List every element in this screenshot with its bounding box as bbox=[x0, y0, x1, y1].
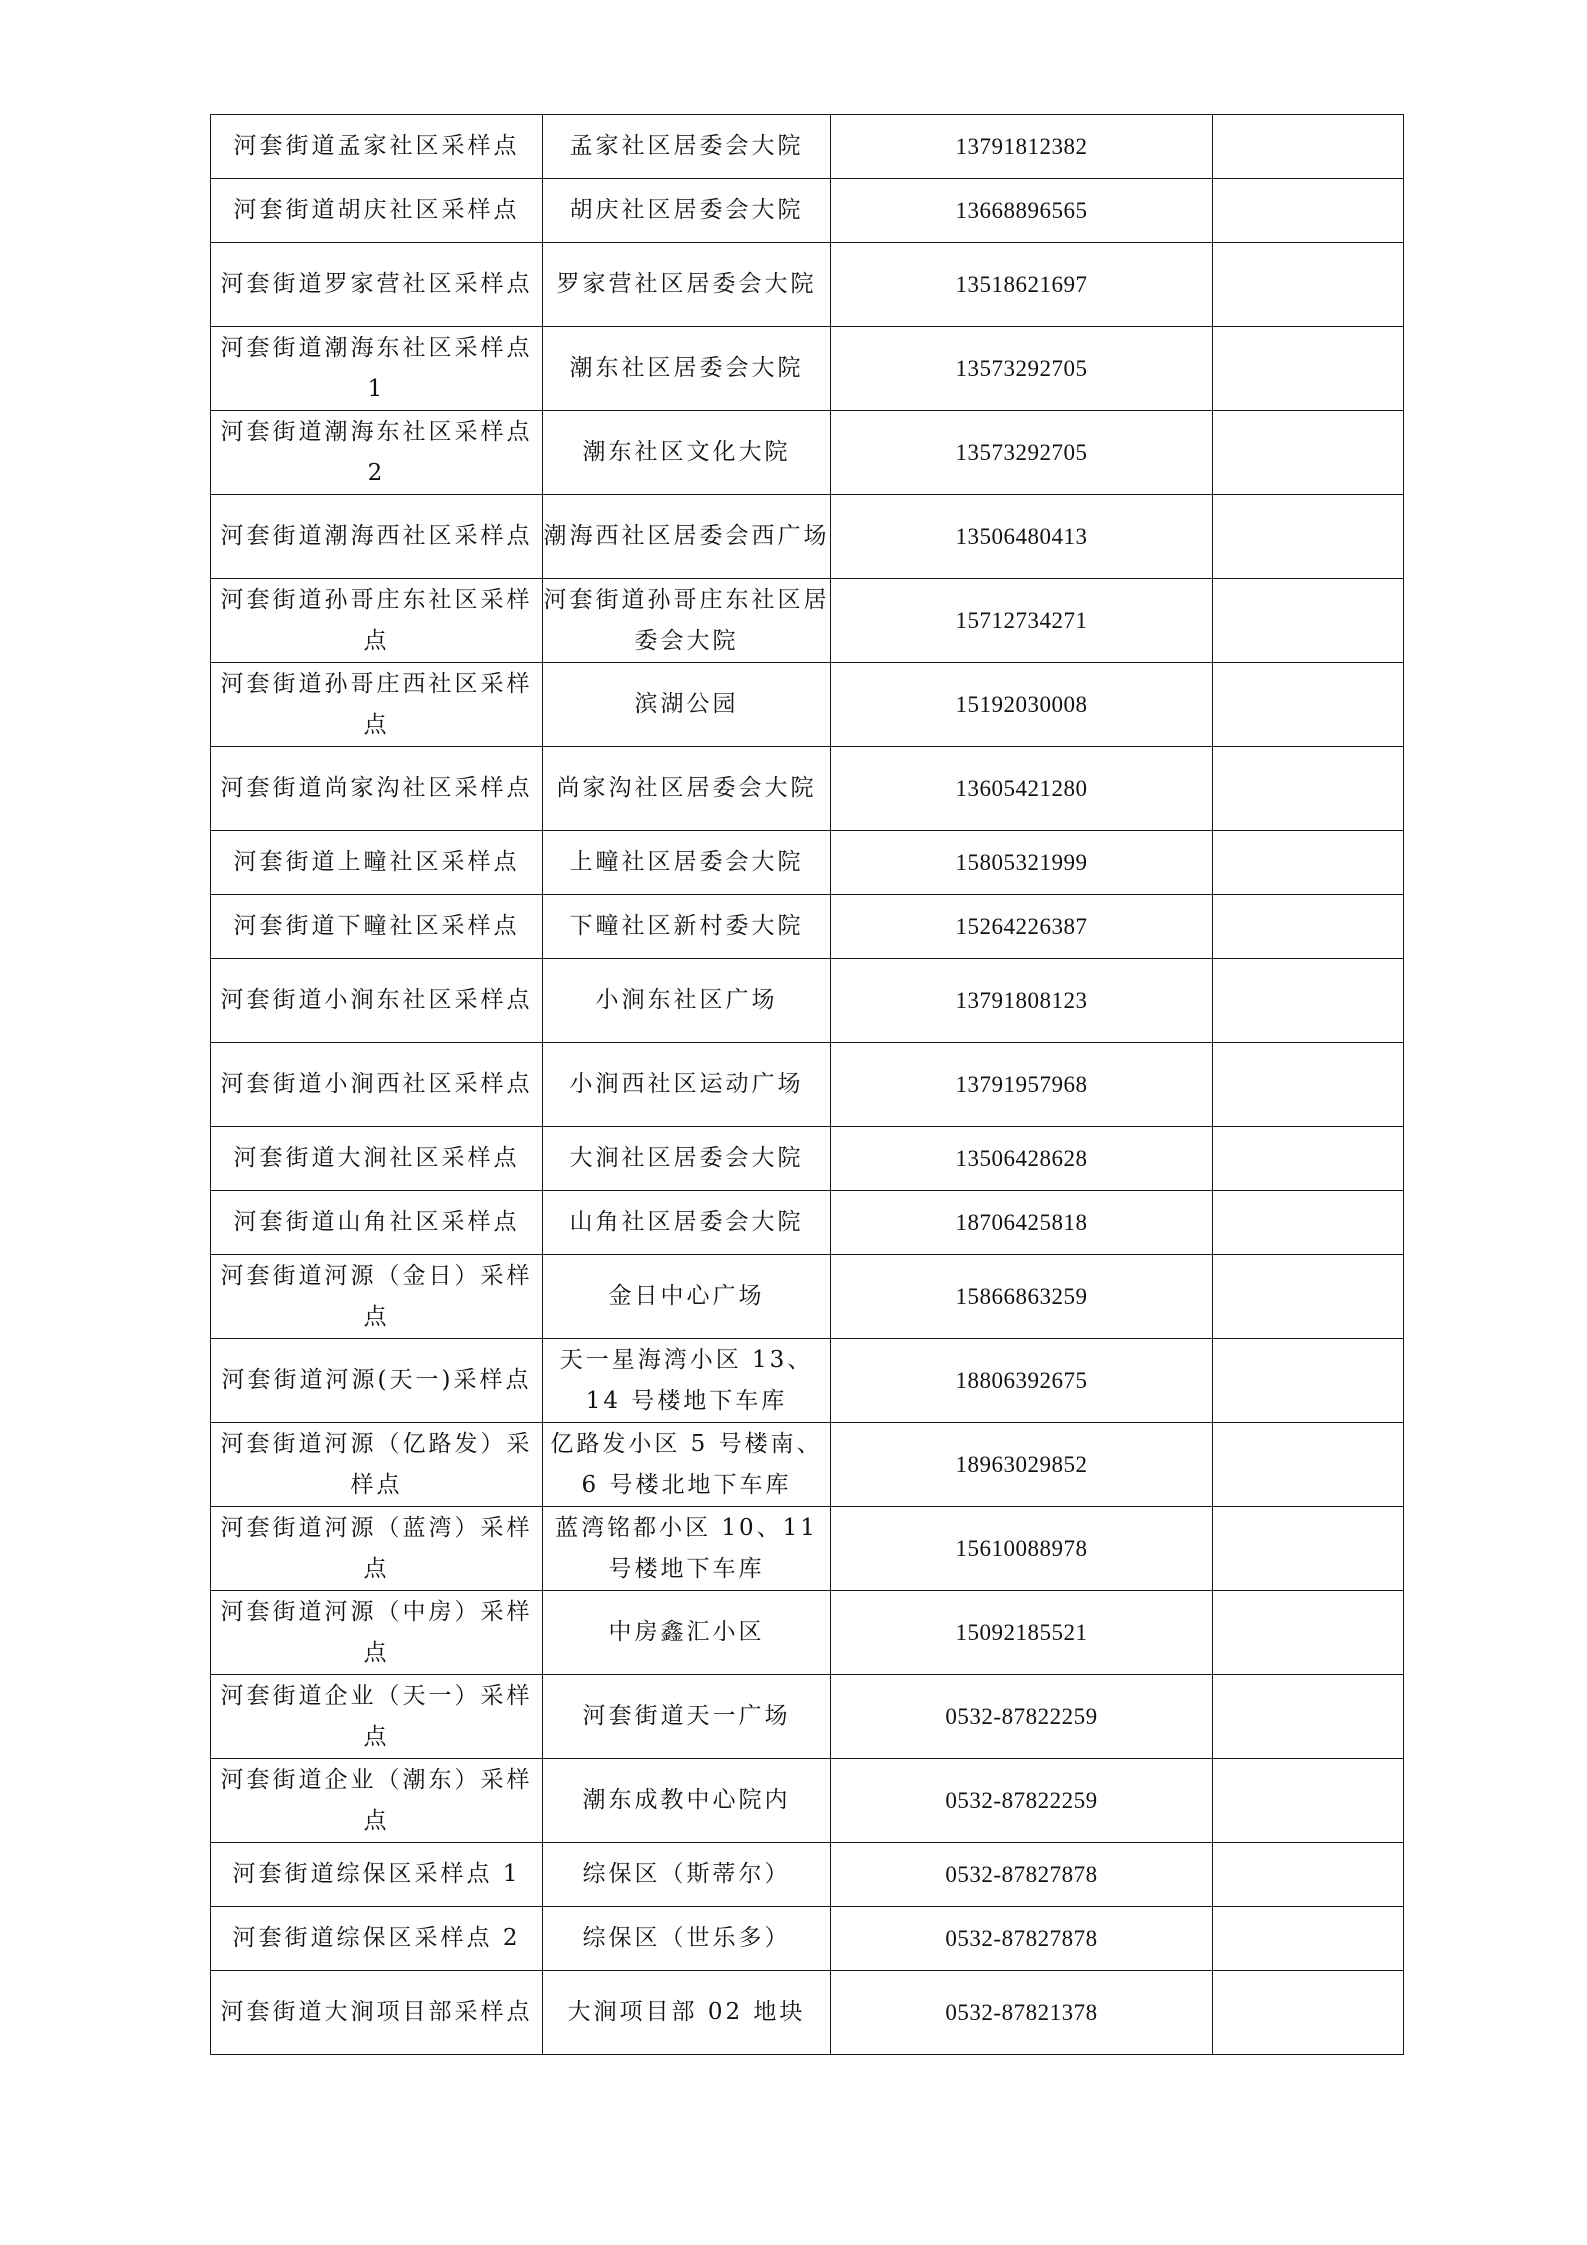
site-note-cell bbox=[1213, 1339, 1404, 1423]
table-row bbox=[211, 663, 1404, 747]
site-note-cell bbox=[1213, 411, 1404, 495]
site-location-cell: 潮东社区文化大院 bbox=[543, 411, 831, 495]
site-note-cell bbox=[1213, 1591, 1404, 1675]
site-phone-cell: 13605421280 bbox=[831, 747, 1213, 831]
site-note-cell bbox=[1213, 747, 1404, 831]
site-phone-cell: 13791808123 bbox=[831, 959, 1213, 1043]
site-note-cell bbox=[1213, 1423, 1404, 1507]
site-note-cell bbox=[1213, 327, 1404, 411]
site-location-cell: 中房鑫汇小区 bbox=[543, 1591, 831, 1675]
site-name-cell: 河套街道孙哥庄西社区采样点 bbox=[211, 663, 543, 747]
site-note-cell bbox=[1213, 1255, 1404, 1339]
table-row bbox=[211, 1255, 1404, 1339]
site-name-cell: 河套街道潮海东社区采样点 1 bbox=[211, 327, 543, 411]
site-note-cell bbox=[1213, 243, 1404, 327]
table-row bbox=[211, 1507, 1404, 1591]
table-row bbox=[211, 1675, 1404, 1759]
site-note-cell bbox=[1213, 1127, 1404, 1191]
table-row bbox=[211, 243, 1404, 327]
site-note-cell bbox=[1213, 1043, 1404, 1127]
site-location-cell: 河套街道孙哥庄东社区居委会大院 bbox=[543, 579, 831, 663]
table-row bbox=[211, 831, 1404, 895]
site-location-cell: 胡庆社区居委会大院 bbox=[543, 179, 831, 243]
site-phone-cell: 13791957968 bbox=[831, 1043, 1213, 1127]
site-phone-cell: 18963029852 bbox=[831, 1423, 1213, 1507]
table-row bbox=[211, 959, 1404, 1043]
site-name-cell: 河套街道大涧项目部采样点 bbox=[211, 1971, 543, 2055]
site-name-cell: 河套街道大涧社区采样点 bbox=[211, 1127, 543, 1191]
site-phone-cell: 15805321999 bbox=[831, 831, 1213, 895]
table-row bbox=[211, 495, 1404, 579]
table-row bbox=[211, 1043, 1404, 1127]
site-phone-cell: 15192030008 bbox=[831, 663, 1213, 747]
table-row bbox=[211, 411, 1404, 495]
site-note-cell bbox=[1213, 1759, 1404, 1843]
site-name-cell: 河套街道综保区采样点 1 bbox=[211, 1843, 543, 1907]
site-phone-cell: 15866863259 bbox=[831, 1255, 1213, 1339]
site-note-cell bbox=[1213, 1843, 1404, 1907]
site-phone-cell: 13573292705 bbox=[831, 411, 1213, 495]
site-name-cell: 河套街道综保区采样点 2 bbox=[211, 1907, 543, 1971]
site-phone-cell: 15610088978 bbox=[831, 1507, 1213, 1591]
site-note-cell bbox=[1213, 959, 1404, 1043]
site-note-cell bbox=[1213, 495, 1404, 579]
site-phone-cell: 0532-87827878 bbox=[831, 1843, 1213, 1907]
site-phone-cell: 0532-87827878 bbox=[831, 1907, 1213, 1971]
site-name-cell: 河套街道尚家沟社区采样点 bbox=[211, 747, 543, 831]
site-name-cell: 河套街道山角社区采样点 bbox=[211, 1191, 543, 1255]
site-note-cell bbox=[1213, 579, 1404, 663]
site-location-cell: 潮东社区居委会大院 bbox=[543, 327, 831, 411]
site-phone-cell: 13506480413 bbox=[831, 495, 1213, 579]
site-note-cell bbox=[1213, 1507, 1404, 1591]
site-name-cell: 河套街道河源(天一)采样点 bbox=[211, 1339, 543, 1423]
table-row bbox=[211, 895, 1404, 959]
site-phone-cell: 15712734271 bbox=[831, 579, 1213, 663]
site-note-cell bbox=[1213, 895, 1404, 959]
table-row bbox=[211, 1423, 1404, 1507]
table-row bbox=[211, 1591, 1404, 1675]
site-location-cell: 小涧西社区运动广场 bbox=[543, 1043, 831, 1127]
table-row bbox=[211, 1127, 1404, 1191]
table-row bbox=[211, 327, 1404, 411]
site-name-cell: 河套街道企业（潮东）采样点 bbox=[211, 1759, 543, 1843]
site-name-cell: 河套街道河源（亿路发）采样点 bbox=[211, 1423, 543, 1507]
site-phone-cell: 0532-87822259 bbox=[831, 1675, 1213, 1759]
site-name-cell: 河套街道企业（天一）采样点 bbox=[211, 1675, 543, 1759]
table-row bbox=[211, 1191, 1404, 1255]
site-location-cell: 潮东成教中心院内 bbox=[543, 1759, 831, 1843]
site-phone-cell: 13506428628 bbox=[831, 1127, 1213, 1191]
site-location-cell: 大涧社区居委会大院 bbox=[543, 1127, 831, 1191]
site-phone-cell: 15264226387 bbox=[831, 895, 1213, 959]
site-location-cell: 罗家营社区居委会大院 bbox=[543, 243, 831, 327]
table-row bbox=[211, 1339, 1404, 1423]
site-phone-cell: 0532-87822259 bbox=[831, 1759, 1213, 1843]
table-row bbox=[211, 1843, 1404, 1907]
table-row bbox=[211, 179, 1404, 243]
site-name-cell: 河套街道潮海西社区采样点 bbox=[211, 495, 543, 579]
site-location-cell: 蓝湾铭都小区 10、11 号楼地下车库 bbox=[543, 1507, 831, 1591]
table-row bbox=[211, 1759, 1404, 1843]
site-phone-cell: 18806392675 bbox=[831, 1339, 1213, 1423]
site-name-cell: 河套街道河源（金日）采样点 bbox=[211, 1255, 543, 1339]
site-note-cell bbox=[1213, 179, 1404, 243]
site-location-cell: 下疃社区新村委大院 bbox=[543, 895, 831, 959]
site-name-cell: 河套街道下疃社区采样点 bbox=[211, 895, 543, 959]
site-location-cell: 孟家社区居委会大院 bbox=[543, 115, 831, 179]
site-name-cell: 河套街道小涧东社区采样点 bbox=[211, 959, 543, 1043]
site-name-cell: 河套街道河源（中房）采样点 bbox=[211, 1591, 543, 1675]
site-note-cell bbox=[1213, 115, 1404, 179]
site-phone-cell: 13668896565 bbox=[831, 179, 1213, 243]
site-note-cell bbox=[1213, 1907, 1404, 1971]
site-name-cell: 河套街道上疃社区采样点 bbox=[211, 831, 543, 895]
table-row bbox=[211, 115, 1404, 179]
site-name-cell: 河套街道罗家营社区采样点 bbox=[211, 243, 543, 327]
site-location-cell: 潮海西社区居委会西广场 bbox=[543, 495, 831, 579]
site-location-cell: 大涧项目部 02 地块 bbox=[543, 1971, 831, 2055]
site-note-cell bbox=[1213, 1191, 1404, 1255]
site-note-cell bbox=[1213, 831, 1404, 895]
sampling-sites-table-body bbox=[211, 115, 1404, 2055]
site-name-cell: 河套街道孟家社区采样点 bbox=[211, 115, 543, 179]
site-name-cell: 河套街道孙哥庄东社区采样点 bbox=[211, 579, 543, 663]
site-location-cell: 河套街道天一广场 bbox=[543, 1675, 831, 1759]
site-location-cell: 综保区（世乐多） bbox=[543, 1907, 831, 1971]
site-name-cell: 河套街道小涧西社区采样点 bbox=[211, 1043, 543, 1127]
table-row bbox=[211, 1907, 1404, 1971]
site-location-cell: 滨湖公园 bbox=[543, 663, 831, 747]
site-location-cell: 上疃社区居委会大院 bbox=[543, 831, 831, 895]
table-row bbox=[211, 1971, 1404, 2055]
table-row bbox=[211, 747, 1404, 831]
site-location-cell: 山角社区居委会大院 bbox=[543, 1191, 831, 1255]
site-phone-cell: 13791812382 bbox=[831, 115, 1213, 179]
site-name-cell: 河套街道潮海东社区采样点 2 bbox=[211, 411, 543, 495]
site-name-cell: 河套街道河源（蓝湾）采样点 bbox=[211, 1507, 543, 1591]
site-phone-cell: 15092185521 bbox=[831, 1591, 1213, 1675]
site-phone-cell: 13573292705 bbox=[831, 327, 1213, 411]
site-location-cell: 亿路发小区 5 号楼南、6 号楼北地下车库 bbox=[543, 1423, 831, 1507]
site-location-cell: 综保区（斯蒂尔） bbox=[543, 1843, 831, 1907]
site-location-cell: 天一星海湾小区 13、14 号楼地下车库 bbox=[543, 1339, 831, 1423]
site-note-cell bbox=[1213, 663, 1404, 747]
site-name-cell: 河套街道胡庆社区采样点 bbox=[211, 179, 543, 243]
site-phone-cell: 0532-87821378 bbox=[831, 1971, 1213, 2055]
site-phone-cell: 18706425818 bbox=[831, 1191, 1213, 1255]
sampling-sites-table bbox=[210, 114, 1404, 2055]
site-location-cell: 尚家沟社区居委会大院 bbox=[543, 747, 831, 831]
table-row bbox=[211, 579, 1404, 663]
site-note-cell bbox=[1213, 1675, 1404, 1759]
site-location-cell: 金日中心广场 bbox=[543, 1255, 831, 1339]
site-location-cell: 小涧东社区广场 bbox=[543, 959, 831, 1043]
site-note-cell bbox=[1213, 1971, 1404, 2055]
site-phone-cell: 13518621697 bbox=[831, 243, 1213, 327]
